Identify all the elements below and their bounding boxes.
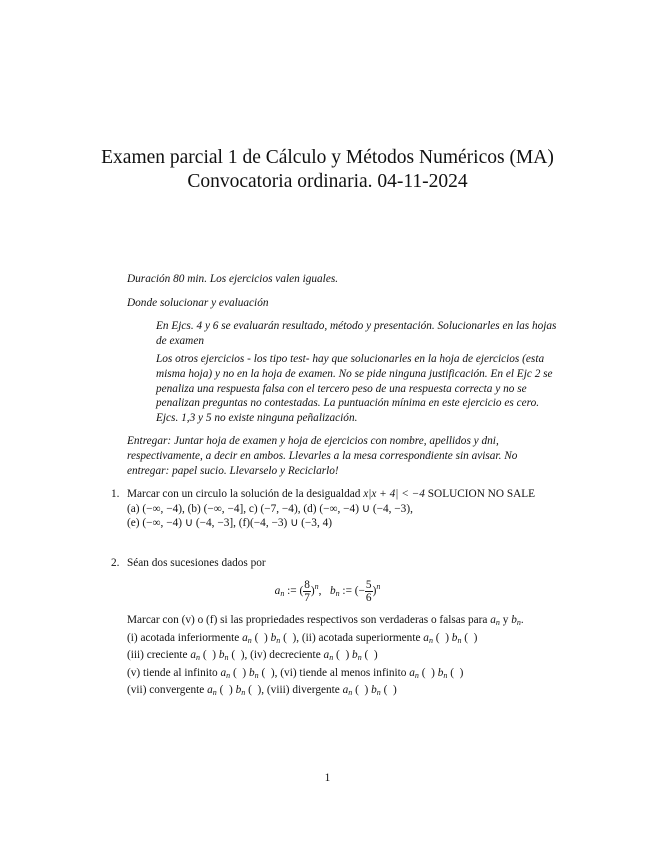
- eval-paragraph-1: En Ejcs. 4 y 6 se evaluarán resultado, método y presentación. Solucionarles en las hojas de examen: [156, 320, 557, 347]
- page-number: 1: [324, 772, 331, 784]
- duration-text: Duración 80 min. Los ejercicios valen iguales.: [127, 273, 339, 285]
- sequences-formula: $a_n$ := ( $\frac{8}{7}$ )$^n$, $b_n$ := (− $\frac{5}{6}$ )$^n$: [274, 579, 381, 604]
- question-1-options-line-1: (a) (−∞, −4), (b) (−∞, −4], c) (−7, −4), (d) (−∞, −4) ∪ (−4, −3),: [127, 502, 413, 515]
- intro-section: [127, 272, 559, 478]
- question-2-props: Marcar con (v) o (f) si las propriedades respectivos son verdaderas o falsas para $a_n$ y $b_n$. (i) acotada inferiormente $a_n$ ( ) $b_n$ ( ), (ii) acotada superiormente $a_n$ ( ) $b_n$ ( ) (iii) creciente $a_n$ ( ) $b_n$ ( ), (iv) decreciente $a_n$ ( ) $b_n$ ( ) (v) tiende al infinito $a_n$ ( ) $b_n$ ( ), (vi) tiende al menos infinito $a_n$ ( ) $b_n$ ( ) (vii) convergente $a_n$ ( ) $b_n$ ( ), (viii) divergente $a_n$ ( ) $b_n$ ( ): [127, 613, 559, 701]
- title-line-2: Convocatoria ordinaria. 04-11-2024: [187, 171, 468, 192]
- question-1-note: SOLUCION NO SALE: [427, 488, 536, 500]
- question-1-number: 1.: [111, 488, 120, 500]
- props-line-1: (i) acotada inferiormente $a_n$ ( ) $b_n$ ( ), (ii) acotada superiormente $a_n$ ( ) $b_n$ ( ): [127, 631, 478, 645]
- where-heading: Donde solucionar y evaluación: [127, 296, 269, 309]
- question-2-text: Séan dos sucesiones dados por: [127, 557, 266, 569]
- eval-paragraph-2: Los otros ejercicios - los tipo test- hay que solucionarles en la hoja de ejercicios (esta misma hoja) y no en la hoja de examen. No se pide ninguna justificación. En el Ejc 2 se penaliza una respuesta falsa con el tercero peso de una respuesta correcta y no se penalizan preguntas no contestadas. La puntuación mínima en este ejercicio es cero. Ejcs. 1,3 y 5 no existe ninguna peñalización.: [156, 353, 553, 424]
- props-line-3: (v) tiende al infinito $a_n$ ( ) $b_n$ ( ), (vi) tiende al menos infinito $a_n$ ( ) $b_n$ ( ): [127, 666, 464, 680]
- props-line-4: (vii) convergente $a_n$ ( ) $b_n$ ( ), (viii) divergente $a_n$ ( ) $b_n$ ( ): [127, 684, 397, 698]
- question-1-text: Marcar con un circulo la solución de la desigualdad: [127, 488, 361, 500]
- title-line-1: Examen parcial 1 de Cálculo y Métodos Numéricos (MA): [101, 147, 554, 168]
- question-1: [111, 487, 559, 531]
- question-1-options-line-2: (e) (−∞, −4) ∪ (−4, −3], (f)(−4, −3) ∪ (−3, 4): [127, 517, 333, 530]
- deliver-paragraph: Entregar: Juntar hoja de examen y hoja de ejercicios con nombre, apellidos y dni, respectivamente, a decir en ambos. Llevarles a la mesa correspondiente sin avisar. No entregar: papel sucio. Llevarselo y Reciclarlo!: [127, 435, 518, 477]
- question-2-instructions: Marcar con (v) o (f) si las propriedades respectivos son verdaderas o falsas para: [127, 614, 488, 626]
- props-line-2: (iii) creciente $a_n$ ( ) $b_n$ ( ), (iv) decreciente $a_n$ ( ) $b_n$ ( ): [127, 649, 378, 663]
- exam-title: [0, 146, 655, 194]
- question-2: [111, 556, 559, 571]
- question-2-number: 2.: [111, 557, 120, 569]
- question-1-inequality: x|x + 4| < −4: [363, 488, 425, 500]
